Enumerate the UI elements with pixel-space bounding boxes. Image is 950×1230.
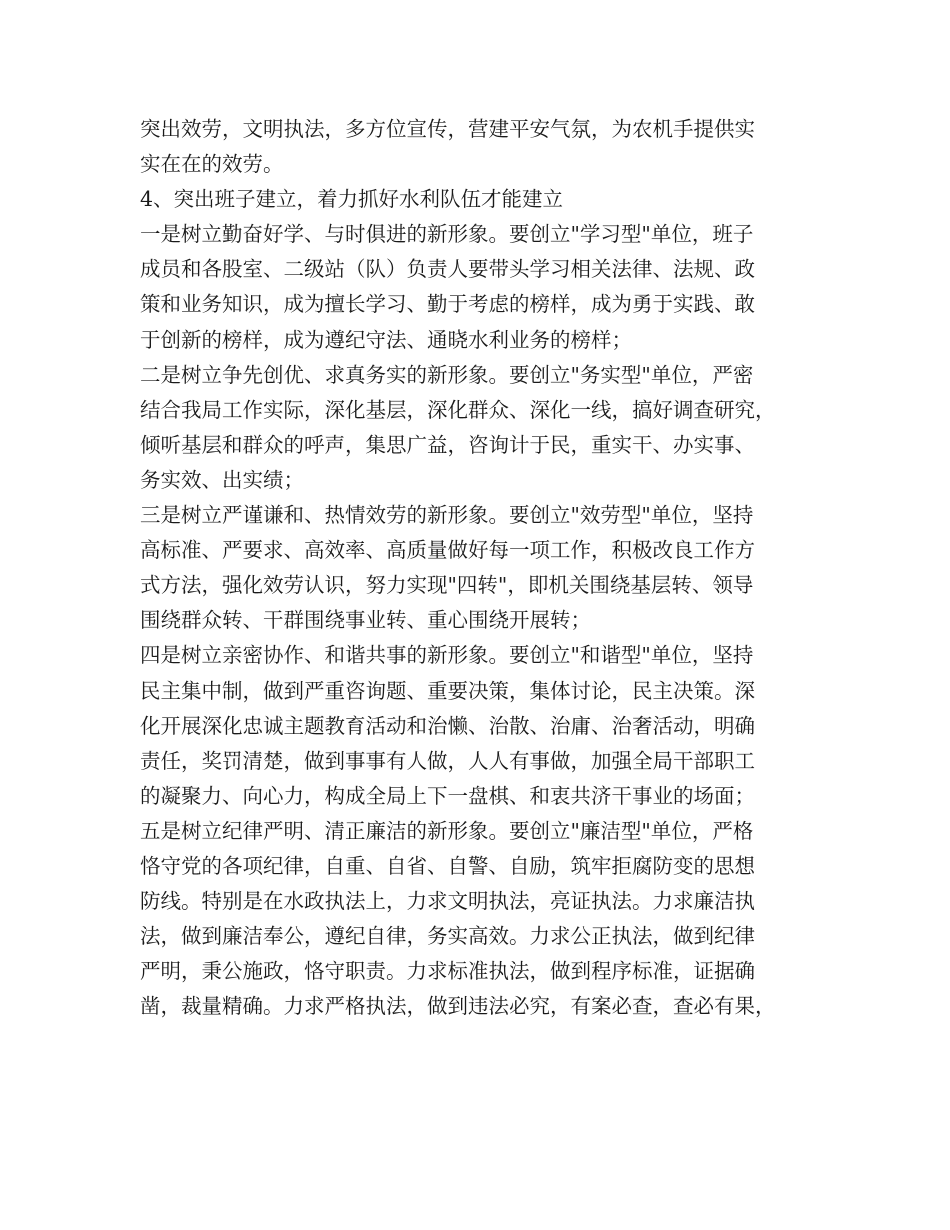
- text-line: 务实效、出实绩；: [140, 467, 304, 492]
- text-line: 的凝聚力、向心力，构成全局上下一盘棋、和衷共济干事业的场面；: [140, 783, 755, 808]
- text-line: 五是树立纪律严明、清正廉洁的新形象。要创立"廉洁型"单位，严格: [140, 818, 754, 843]
- body-text: [140, 112, 830, 1024]
- text-line: 责任，奖罚清楚，做到事事有人做，人人有事做，加强全局干部职工: [140, 748, 755, 773]
- text-line: 恪守党的各项纪律，自重、自省、自警、自励，筑牢拒腐防变的思想: [140, 853, 755, 878]
- text-line: 凿，裁量精确。力求严格执法，做到违法必究，有案必查，查必有果，: [140, 994, 776, 1019]
- text-line: 突出效劳，文明执法，多方位宣传，营建平安气氛，为农机手提供实: [140, 117, 755, 141]
- text-line: 围绕群众转、干群围绕事业转、重心围绕开展转；: [140, 608, 591, 633]
- text-line: 四是树立亲密协作、和谐共事的新形象。要创立"和谐型"单位，坚持: [140, 643, 754, 668]
- text-line: 严明，秉公施政，恪守职责。力求标准执法，做到程序标准，证据确: [140, 959, 755, 984]
- text-line: 化开展深化忠诚主题教育活动和治懒、治散、治庸、治奢活动，明确: [140, 713, 755, 738]
- text-line: 倾听基层和群众的呼声，集思广益，咨询计于民，重实干、办实事、: [140, 432, 755, 457]
- text-line: 防线。特别是在水政执法上，力求文明执法，亮证执法。力求廉洁执: [140, 889, 755, 914]
- text-line: 法，做到廉洁奉公，遵纪自律，务实高效。力求公正执法，做到纪律: [140, 924, 755, 949]
- text-line: 二是树立争先创优、求真务实的新形象。要创立"务实型"单位，严密: [140, 362, 754, 387]
- text-line: 三是树立严谨谦和、热情效劳的新形象。要创立"效劳型"单位，坚持: [140, 503, 754, 528]
- text-line: 结合我局工作实际，深化基层，深化群众、深化一线，搞好调查研究，: [140, 397, 776, 422]
- text-line: 实在在的效劳。: [140, 152, 284, 177]
- text-line: 成员和各股室、二级站（队）负责人要带头学习相关法律、法规、政: [140, 257, 755, 282]
- text-line: 民主集中制，做到严重咨询题、重要决策，集体讨论，民主决策。深: [140, 678, 755, 703]
- text-line: 于创新的榜样，成为遵纪守法、通晓水利业务的榜样；: [140, 327, 632, 352]
- text-line: 高标准、严要求、高效率、高质量做好每一项工作，积极改良工作方: [140, 538, 755, 563]
- text-line: 一是树立勤奋好学、与时俱进的新形象。要创立"学习型"单位，班子: [140, 222, 754, 247]
- text-line: 策和业务知识，成为擅长学习、勤于考虑的榜样，成为勇于实践、敢: [140, 292, 755, 317]
- text-line: 式方法，强化效劳认识，努力实现"四转"，即机关围绕基层转、领导: [140, 573, 754, 598]
- section-heading: 4、突出班子建立，着力抓好水利队伍才能建立: [140, 187, 564, 212]
